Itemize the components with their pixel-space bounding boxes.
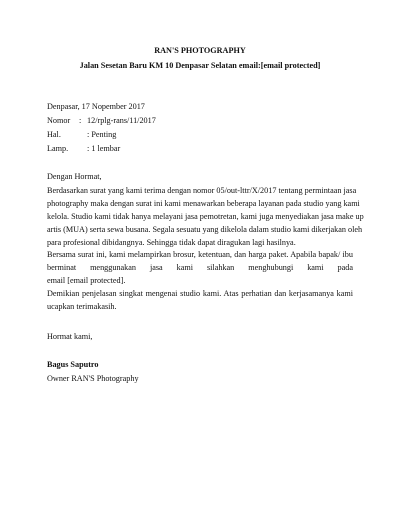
- meta-hal: [47, 129, 116, 140]
- greeting: Dengan Hormat,: [47, 172, 102, 181]
- body-paragraph-3: [47, 288, 353, 314]
- signatory-name: Bagus Saputro: [47, 360, 99, 369]
- date-line: Denpasar, 17 Nopember 2017: [47, 102, 145, 111]
- word: menghubungi: [248, 262, 294, 272]
- meta-value: : Penting: [87, 130, 117, 139]
- word: pada: [337, 262, 353, 272]
- meta-nomor: [47, 115, 156, 126]
- word: silahkan: [206, 262, 235, 272]
- signatory-title: Owner RAN'S Photography: [47, 374, 139, 383]
- closing: Hormat kami,: [47, 332, 93, 341]
- word: kami: [176, 262, 194, 272]
- body-paragraph-2: [47, 249, 353, 288]
- paragraph-line: Berdasarkan surat yang kami terima dengan nomor 05/out-lttr/X/2017 tentang permintaan jasa: [47, 186, 357, 195]
- meta-label: Lamp.: [47, 144, 69, 153]
- paragraph-line: artis (MUA) serta sewa busana. Segala sesuatu yang dikelola dalam studio kami dikerjakan oleh: [47, 224, 363, 234]
- company-address: Jalan Sesetan Baru KM 10 Denpasar Selatan email:[email protected]: [79, 61, 321, 70]
- body-paragraph-1: [47, 185, 364, 249]
- paragraph-line-spaced: [47, 262, 353, 275]
- word: kami: [307, 262, 324, 272]
- meta-lamp: [47, 143, 120, 154]
- meta-separator: :: [79, 116, 82, 125]
- paragraph-line: Demikian penjelasan singkat mengenai studio kami. Atas perhatian dan kerjasamanya kami: [47, 289, 353, 298]
- meta-label: Hal.: [47, 130, 61, 139]
- word: jasa: [149, 262, 163, 272]
- company-name: RAN'S PHOTOGRAPHY: [154, 46, 246, 55]
- paragraph-line: Bersama surat ini, kami melampirkan brosur, ketentuan, dan harga paket. Apabila bapak/ ibu: [47, 250, 353, 259]
- meta-value: 12/rplg-rans/11/2017: [87, 116, 156, 125]
- paragraph-line: email [email protected].: [47, 275, 126, 285]
- word: menggunakan: [90, 262, 136, 272]
- meta-value: : 1 lembar: [87, 144, 121, 153]
- paragraph-line: kelola. Studio kami tidak hanya melayani jasa pemotretan, kami juga menyediakan jasa make up: [47, 211, 364, 221]
- paragraph-line: photography maka dengan surat ini kami menawarkan beberapa layanan pada studio yang kami: [47, 198, 360, 208]
- word: berminat: [47, 262, 77, 272]
- paragraph-line: ucapkan terimakasih.: [47, 301, 117, 311]
- paragraph-line: para profesional dibidangnya. Sehingga tidak dapat diragukan lagi hasilnya.: [47, 237, 296, 247]
- meta-label: Nomor: [47, 116, 71, 125]
